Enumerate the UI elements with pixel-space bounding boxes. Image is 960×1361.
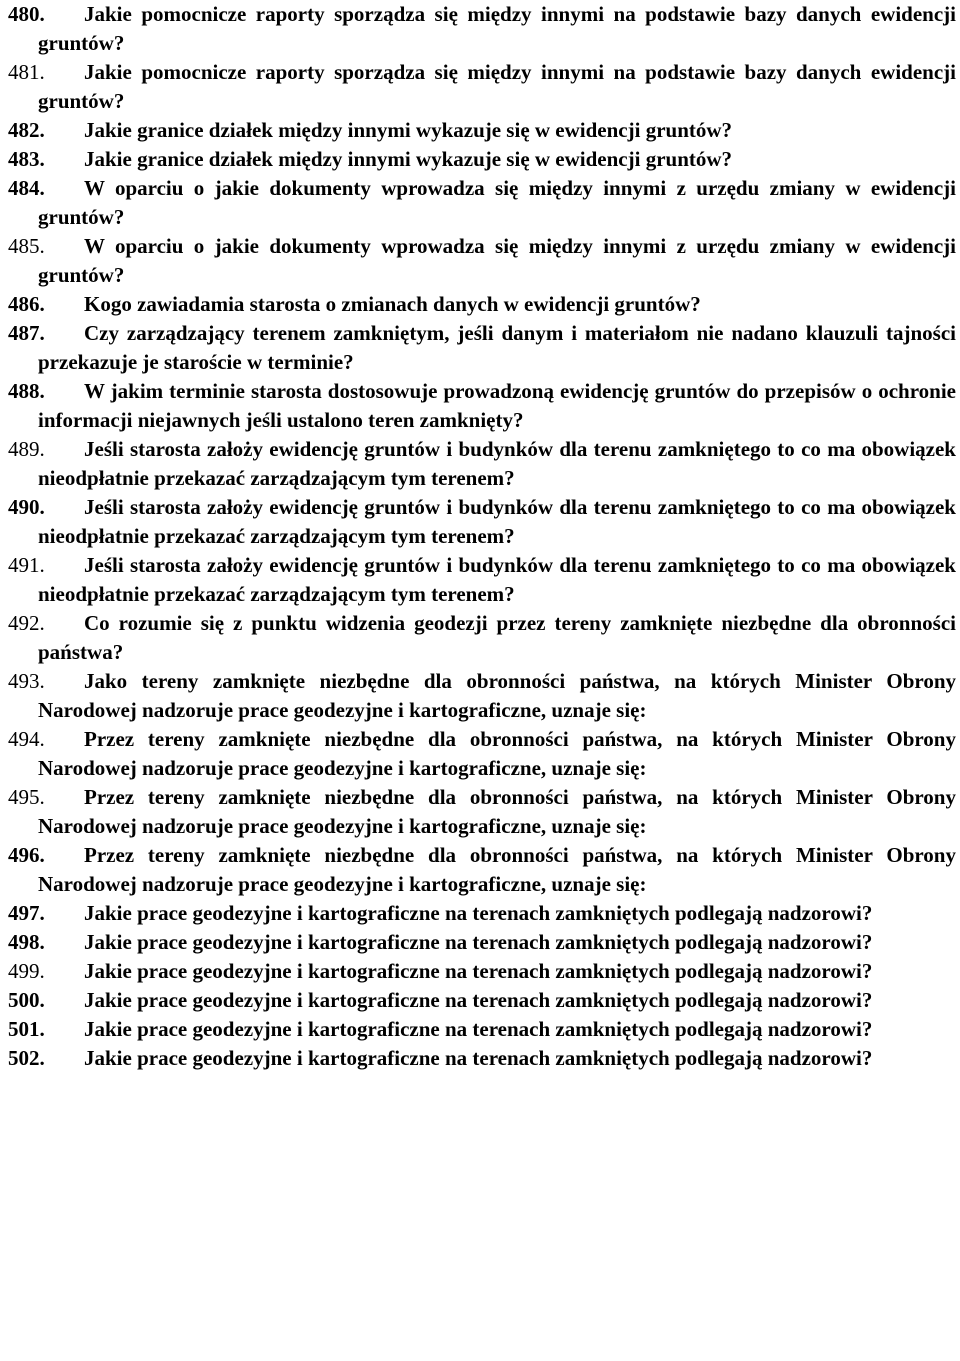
question-number: 496. bbox=[8, 843, 45, 867]
question-text: W oparciu o jakie dokumenty wprowadza się między innymi z urzędu zmiany w ewidencji gruntów? bbox=[38, 176, 956, 229]
question-item bbox=[8, 957, 956, 986]
question-item bbox=[8, 174, 956, 232]
question-text: Jakie pomocnicze raporty sporządza się między innymi na podstawie bazy danych ewidencji gruntów? bbox=[38, 60, 956, 113]
question-number: 492. bbox=[8, 611, 45, 635]
question-number: 498. bbox=[8, 930, 45, 954]
question-item bbox=[8, 116, 956, 145]
question-item bbox=[8, 435, 956, 493]
question-text: Jakie prace geodezyjne i kartograficzne na terenach zamkniętych podlegają nadzorowi? bbox=[84, 901, 873, 925]
question-text: Przez tereny zamknięte niezbędne dla obronności państwa, na których Minister Obrony Narodowej nadzoruje prace geodezyjne i kartograficzne, uznaje się: bbox=[38, 727, 956, 780]
question-item bbox=[8, 928, 956, 957]
question-list bbox=[8, 0, 956, 1073]
question-text: Jeśli starosta założy ewidencję gruntów i budynków dla terenu zamkniętego to co ma obowiązek nieodpłatnie przekazać zarządzającym tym terenem? bbox=[38, 437, 956, 490]
question-item bbox=[8, 58, 956, 116]
question-item bbox=[8, 232, 956, 290]
question-number: 482. bbox=[8, 118, 45, 142]
question-item bbox=[8, 290, 956, 319]
question-item bbox=[8, 841, 956, 899]
question-number: 483. bbox=[8, 147, 45, 171]
question-number: 487. bbox=[8, 321, 45, 345]
question-text: Jeśli starosta założy ewidencję gruntów i budynków dla terenu zamkniętego to co ma obowiązek nieodpłatnie przekazać zarządzającym tym terenem? bbox=[38, 495, 956, 548]
question-text: Co rozumie się z punktu widzenia geodezji przez tereny zamknięte niezbędne dla obronności państwa? bbox=[38, 611, 956, 664]
question-item bbox=[8, 319, 956, 377]
question-item bbox=[8, 1044, 956, 1073]
question-number: 491. bbox=[8, 553, 45, 577]
question-number: 500. bbox=[8, 988, 45, 1012]
question-item bbox=[8, 899, 956, 928]
question-text: W oparciu o jakie dokumenty wprowadza się między innymi z urzędu zmiany w ewidencji gruntów? bbox=[38, 234, 956, 287]
question-number: 499. bbox=[8, 959, 45, 983]
question-text: Jakie prace geodezyjne i kartograficzne na terenach zamkniętych podlegają nadzorowi? bbox=[84, 930, 873, 954]
question-text: Jeśli starosta założy ewidencję gruntów i budynków dla terenu zamkniętego to co ma obowiązek nieodpłatnie przekazać zarządzającym tym terenem? bbox=[38, 553, 956, 606]
question-item bbox=[8, 667, 956, 725]
question-text: Jakie prace geodezyjne i kartograficzne na terenach zamkniętych podlegają nadzorowi? bbox=[84, 1017, 873, 1041]
question-text: Jakie granice działek między innymi wykazuje się w ewidencji gruntów? bbox=[84, 118, 733, 142]
question-number: 485. bbox=[8, 234, 45, 258]
question-item bbox=[8, 986, 956, 1015]
question-number: 484. bbox=[8, 176, 45, 200]
question-number: 501. bbox=[8, 1017, 45, 1041]
question-number: 493. bbox=[8, 669, 45, 693]
question-text: Przez tereny zamknięte niezbędne dla obronności państwa, na których Minister Obrony Narodowej nadzoruje prace geodezyjne i kartograficzne, uznaje się: bbox=[38, 785, 956, 838]
question-number: 481. bbox=[8, 60, 45, 84]
question-number: 480. bbox=[8, 2, 45, 26]
question-number: 502. bbox=[8, 1046, 45, 1070]
question-item bbox=[8, 551, 956, 609]
question-item bbox=[8, 377, 956, 435]
question-number: 497. bbox=[8, 901, 45, 925]
question-item bbox=[8, 609, 956, 667]
question-text: Jako tereny zamknięte niezbędne dla obronności państwa, na których Minister Obrony Narodowej nadzoruje prace geodezyjne i kartograficzne, uznaje się: bbox=[38, 669, 956, 722]
question-number: 488. bbox=[8, 379, 45, 403]
question-item bbox=[8, 1015, 956, 1044]
question-text: Jakie pomocnicze raporty sporządza się między innymi na podstawie bazy danych ewidencji gruntów? bbox=[38, 2, 956, 55]
question-text: Jakie prace geodezyjne i kartograficzne na terenach zamkniętych podlegają nadzorowi? bbox=[84, 959, 873, 983]
question-text: W jakim terminie starosta dostosowuje prowadzoną ewidencję gruntów do przepisów o ochronie informacji niejawnych jeśli ustalono teren zamknięty? bbox=[38, 379, 956, 432]
question-text: Jakie prace geodezyjne i kartograficzne na terenach zamkniętych podlegają nadzorowi? bbox=[84, 1046, 873, 1070]
question-item bbox=[8, 725, 956, 783]
question-item bbox=[8, 145, 956, 174]
question-item bbox=[8, 783, 956, 841]
question-text: Kogo zawiadamia starosta o zmianach danych w ewidencji gruntów? bbox=[84, 292, 701, 316]
question-item bbox=[8, 493, 956, 551]
question-text: Przez tereny zamknięte niezbędne dla obronności państwa, na których Minister Obrony Narodowej nadzoruje prace geodezyjne i kartograficzne, uznaje się: bbox=[38, 843, 956, 896]
question-item bbox=[8, 0, 956, 58]
question-number: 495. bbox=[8, 785, 45, 809]
question-text: Jakie prace geodezyjne i kartograficzne na terenach zamkniętych podlegają nadzorowi? bbox=[84, 988, 873, 1012]
question-number: 494. bbox=[8, 727, 45, 751]
question-number: 489. bbox=[8, 437, 45, 461]
question-number: 486. bbox=[8, 292, 45, 316]
question-text: Czy zarządzający terenem zamkniętym, jeśli danym i materiałom nie nadano klauzuli tajności przekazuje je staroście w terminie? bbox=[38, 321, 956, 374]
question-number: 490. bbox=[8, 495, 45, 519]
question-text: Jakie granice działek między innymi wykazuje się w ewidencji gruntów? bbox=[84, 147, 733, 171]
